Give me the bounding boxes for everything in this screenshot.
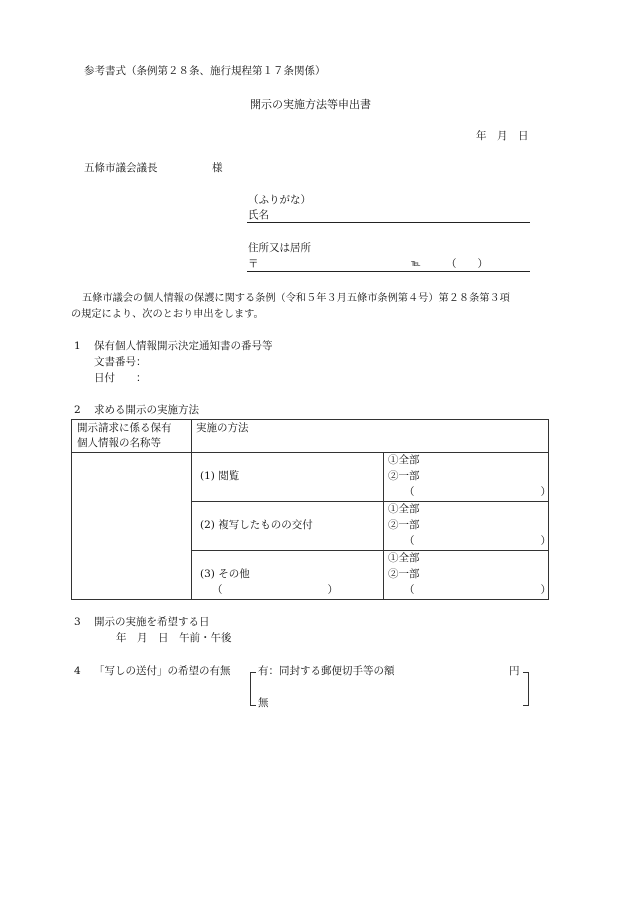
honorific: 様 xyxy=(212,162,223,174)
tel-label: ℡ xyxy=(411,259,421,269)
method-view: (1) 閲覧 xyxy=(200,470,240,482)
postal-mark: 〒 xyxy=(248,258,259,270)
scope-all-2[interactable]: ①全部 xyxy=(388,503,420,515)
scope-part-1[interactable]: ②一部 xyxy=(388,470,420,482)
scope-cell-3[interactable] xyxy=(384,551,549,600)
col1-header: 開示請求に係る保有 個人情報の名称等 xyxy=(72,420,192,453)
doc-number-label: 文書番号： xyxy=(94,356,147,368)
method-cell-1 xyxy=(192,453,384,502)
section1-heading: 保有個人情報開示決定通知書の番号等 xyxy=(94,340,273,352)
body-text-line2: の規定により、次のとおり申出をします。 xyxy=(71,309,264,320)
furigana-label: （ふりがな） xyxy=(248,194,311,206)
section4-heading: 「写しの送付」の希望の有無 xyxy=(94,665,231,677)
date-line: 年 月 日 xyxy=(476,130,529,142)
right-bracket xyxy=(523,672,529,706)
reference-note: 参考書式（条例第２８条、施行規程第１７条関係） xyxy=(84,65,326,77)
name-label: 氏名 xyxy=(248,209,269,221)
scope-cell-2[interactable] xyxy=(384,502,549,551)
info-name-cell[interactable] xyxy=(72,453,192,600)
scope-all-3[interactable]: ①全部 xyxy=(388,552,420,564)
address-label: 住所又は居所 xyxy=(248,242,311,254)
method-copy-delivery: (2) 複写したものの交付 xyxy=(200,519,313,531)
desired-date-line: 年 月 日 午前・午後 xyxy=(116,632,232,644)
section2-heading: 求める開示の実施方法 xyxy=(94,404,199,416)
method-cell-2 xyxy=(192,502,384,551)
scope-parens-1: （ ） xyxy=(404,486,551,498)
col2-header: 実施の方法 xyxy=(192,420,549,453)
body-text-line1: 五條市議会の個人情報の保護に関する条例（令和５年３月五條市条例第４号）第２８条第３項 xyxy=(82,293,510,304)
scope-part-2[interactable]: ②一部 xyxy=(388,519,420,531)
left-bracket xyxy=(250,672,256,706)
addressee: 五條市議会議長 xyxy=(84,162,158,174)
disclosure-method-table xyxy=(71,419,549,600)
scope-parens-2: （ ） xyxy=(404,535,551,547)
scope-all-1[interactable]: ①全部 xyxy=(388,454,420,466)
notice-date-label: 日付 ： xyxy=(94,372,147,384)
section1-number: 1 xyxy=(74,340,81,352)
option-no[interactable]: 無 xyxy=(258,697,269,709)
method-cell-3 xyxy=(192,551,384,600)
scope-part-3[interactable]: ②一部 xyxy=(388,568,420,580)
method-other: (3) その他 xyxy=(200,568,250,580)
tel-parens: （ ） xyxy=(446,258,488,270)
option-yes[interactable]: 有：同封する郵便切手等の額 xyxy=(258,665,395,677)
method-other-parens: （ ） xyxy=(212,584,338,596)
section3-number: 3 xyxy=(74,616,81,628)
document-title: 開示の実施方法等申出書 xyxy=(250,98,371,111)
section4-number: 4 xyxy=(74,665,81,677)
address-field-line[interactable] xyxy=(247,271,530,272)
section2-number: 2 xyxy=(74,404,81,416)
scope-parens-3: （ ） xyxy=(404,584,551,596)
name-field-line[interactable] xyxy=(247,222,530,223)
yen-label: 円 xyxy=(509,665,520,677)
section3-heading: 開示の実施を希望する日 xyxy=(94,616,210,628)
scope-cell-1[interactable] xyxy=(384,453,549,502)
